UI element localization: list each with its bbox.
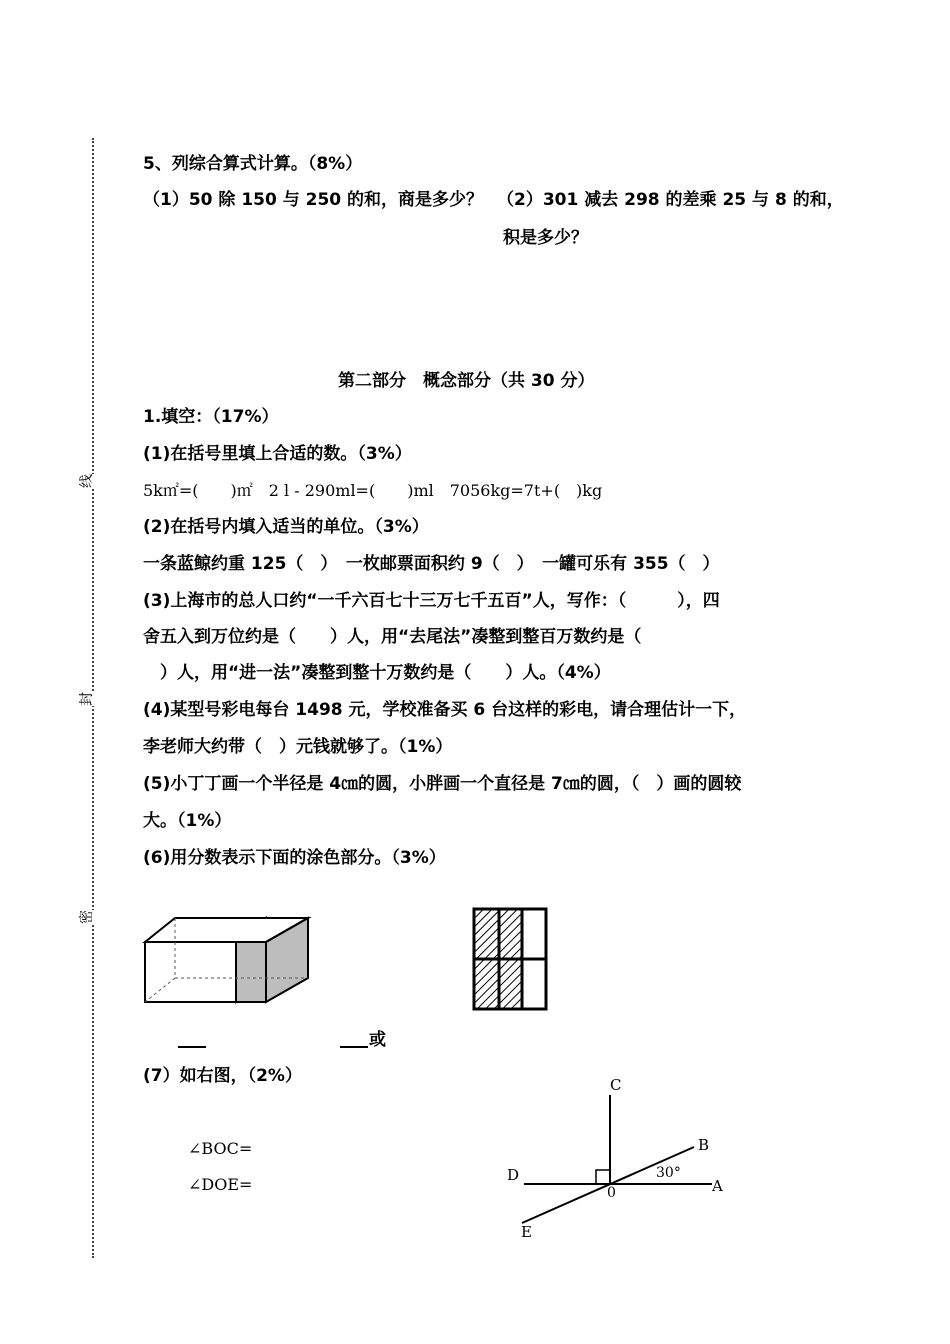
answer-blank-grid[interactable]	[340, 1028, 368, 1048]
q5-title: 5、列综合算式计算。（8%）	[143, 154, 363, 174]
item2-units: 一条蓝鲸约重 125（ ） 一枚邮票面积约 9（ ） 一罐可乐有 355（ ）	[143, 554, 720, 574]
item4-line2: 李老师大约带（ ）元钱就够了。（1%）	[143, 737, 453, 757]
label-c: C	[610, 1076, 622, 1094]
label-a: A	[712, 1177, 723, 1195]
answer-blank-cuboid[interactable]	[178, 1028, 206, 1048]
label-b: B	[698, 1136, 710, 1154]
grid-cell-shaded	[474, 959, 499, 1009]
angle-boc-label: ∠BOC=	[188, 1139, 253, 1158]
label-d: D	[507, 1166, 520, 1184]
q5-sub1: （1）50 除 150 与 250 的和，商是多少？	[143, 190, 484, 210]
or-label: 或	[369, 1030, 386, 1050]
item6-title: (6)用分数表示下面的涂色部分。（3%）	[143, 848, 446, 868]
q5-sub2-line2: 积是多少？	[503, 228, 588, 248]
cuboid-figure	[140, 910, 320, 1010]
cuboid-shaded-front	[236, 942, 266, 1002]
fill-in-title: 1.填空：（17%）	[143, 407, 279, 427]
item5-line1: (5)小丁丁画一个半径是 4㎝的圆，小胖画一个直径是 7㎝的圆，（ ）画的圆较	[143, 774, 742, 794]
grid-cell-shaded	[499, 959, 522, 1009]
item1-title: (1)在括号里填上合适的数。（3%）	[143, 444, 412, 464]
grid-figure	[470, 905, 552, 1013]
item1-conversions: 5k㎡=( )㎡ 2 l - 290ml=( )ml 7056kg=7t+( )kg	[143, 481, 603, 500]
item7-title: (7）如右图，（2%）	[143, 1066, 302, 1086]
q5-sub2-line1: （2）301 减去 298 的差乘 25 与 8 的和，	[497, 190, 844, 210]
right-angle-mark	[596, 1170, 610, 1184]
margin-char-xian: 线	[76, 474, 98, 488]
label-e: E	[521, 1223, 532, 1241]
margin-char-feng: 封	[76, 692, 98, 706]
item3-line2: 舍五入到万位约是（ ）人，用“去尾法”凑整到整百万数约是（	[143, 627, 642, 647]
item3-line3: ）人，用“进一法”凑整到整十万数约是（ ）人。（4%）	[143, 663, 611, 683]
label-o: 0	[607, 1185, 616, 1201]
label-angle-30: 30°	[656, 1165, 681, 1181]
hidden-edge	[145, 978, 175, 1002]
grid-cell-shaded	[499, 909, 522, 959]
item5-line2: 大。（1%）	[143, 811, 232, 831]
angle-doe-label: ∠DOE=	[188, 1175, 253, 1194]
item4-line1: (4)某型号彩电每台 1498 元，学校准备买 6 台这样的彩电，请合理估计一下，	[143, 700, 747, 720]
grid-cell-shaded	[474, 909, 499, 959]
angle-figure	[500, 1075, 740, 1245]
item2-title: (2)在括号内填入适当的单位。（3%）	[143, 517, 429, 537]
part2-heading: 第二部分 概念部分（共 30 分）	[338, 371, 595, 391]
item3-line1: (3)上海市的总人口约“一千六百七十三万七千五百”人，写作：（ ），四	[143, 591, 720, 611]
margin-char-mi: 密	[76, 910, 98, 924]
